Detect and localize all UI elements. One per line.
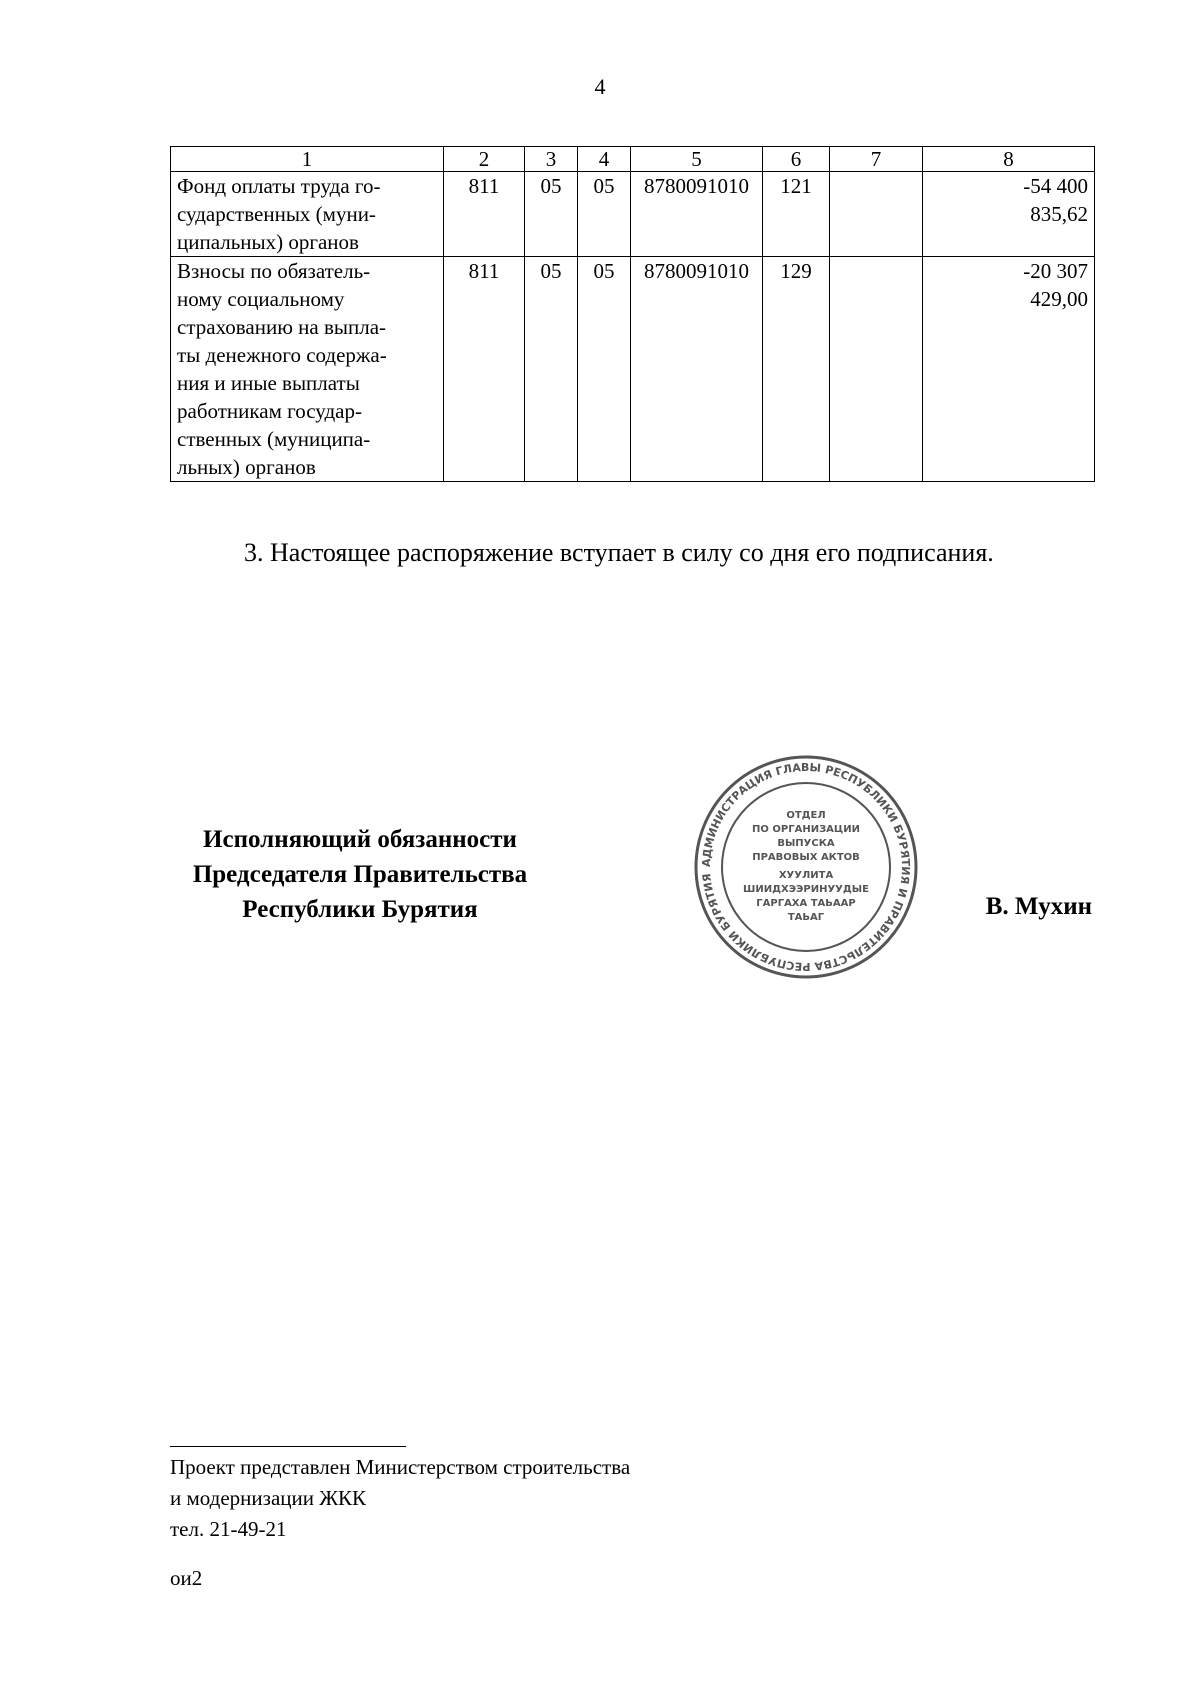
seal-line: ШИИДХЭЭРИНУУДЫЕ: [743, 884, 869, 895]
table-cell: 8780091010: [631, 257, 763, 482]
page-number: 4: [594, 74, 606, 99]
seal-line: ОТДЕЛ: [786, 810, 826, 821]
column-header: 1: [171, 147, 444, 172]
table-cell: 811: [444, 172, 525, 257]
table-cell: 129: [763, 257, 830, 482]
seal-line: ХУУЛИТА: [778, 870, 834, 881]
table-header-row: [171, 147, 1095, 172]
table-cell: [830, 257, 923, 482]
table-cell: 121: [763, 172, 830, 257]
signatory-title: Исполняющий обязанности Председателя Правительства Республики Бурятия: [192, 826, 528, 923]
seal-line: ТАЬАГ: [787, 912, 825, 923]
signatory-name: В. Мухин: [985, 893, 1092, 920]
seal-line: ПРАВОВЫХ АКТОВ: [752, 852, 860, 863]
budget-table: [170, 146, 1095, 482]
table-cell: 05: [525, 257, 578, 482]
column-header: 5: [631, 147, 763, 172]
column-header: 3: [525, 147, 578, 172]
seal-line: ВЫПУСКА: [777, 838, 835, 849]
column-header: 6: [763, 147, 830, 172]
document-code: ои2: [170, 1566, 203, 1590]
table-row: [171, 172, 1095, 257]
table-cell: 8780091010: [631, 172, 763, 257]
table-cell: 05: [578, 257, 631, 482]
column-header: 7: [830, 147, 923, 172]
table-cell: 05: [578, 172, 631, 257]
column-header: 4: [578, 147, 631, 172]
column-header: 2: [444, 147, 525, 172]
table-cell: [830, 172, 923, 257]
expense-name-cell: Взносы по обязатель- ному социальному страхованию на выпла- ты денежного содержа- ния и иные выплаты работникам государ- ственных (муниципа- льных) органов: [171, 257, 444, 482]
seal-line: ПО ОРГАНИЗАЦИИ: [752, 824, 860, 835]
amount-cell: -54 400 835,62: [923, 172, 1095, 257]
official-seal-icon: [691, 752, 921, 982]
clause-3: 3. Настоящее распоряжение вступает в силу со дня его подписания.: [244, 538, 994, 567]
footnote-divider: [170, 1446, 406, 1447]
seal-inner-ring: [722, 783, 890, 951]
seal-ring-text: АДМИНИСТРАЦИЯ ГЛАВЫ РЕСПУБЛИКИ БУРЯТИЯ И ПРАВИТЕЛЬСТВА РЕСПУБЛИКИ БУРЯТИЯ: [699, 760, 913, 974]
column-header: 8: [923, 147, 1095, 172]
amount-cell: -20 307 429,00: [923, 257, 1095, 482]
footnote: Проект представлен Министерством строительства и модернизации ЖКК тел. 21-49-21: [170, 1455, 631, 1541]
table-cell: 05: [525, 172, 578, 257]
expense-name-cell: Фонд оплаты труда го- сударственных (муни- ципальных) органов: [171, 172, 444, 257]
table-cell: 811: [444, 257, 525, 482]
seal-line: ГАРГАХА ТАЬААР: [756, 898, 856, 909]
seal-outer-ring: [696, 757, 916, 977]
table-row: [171, 257, 1095, 482]
